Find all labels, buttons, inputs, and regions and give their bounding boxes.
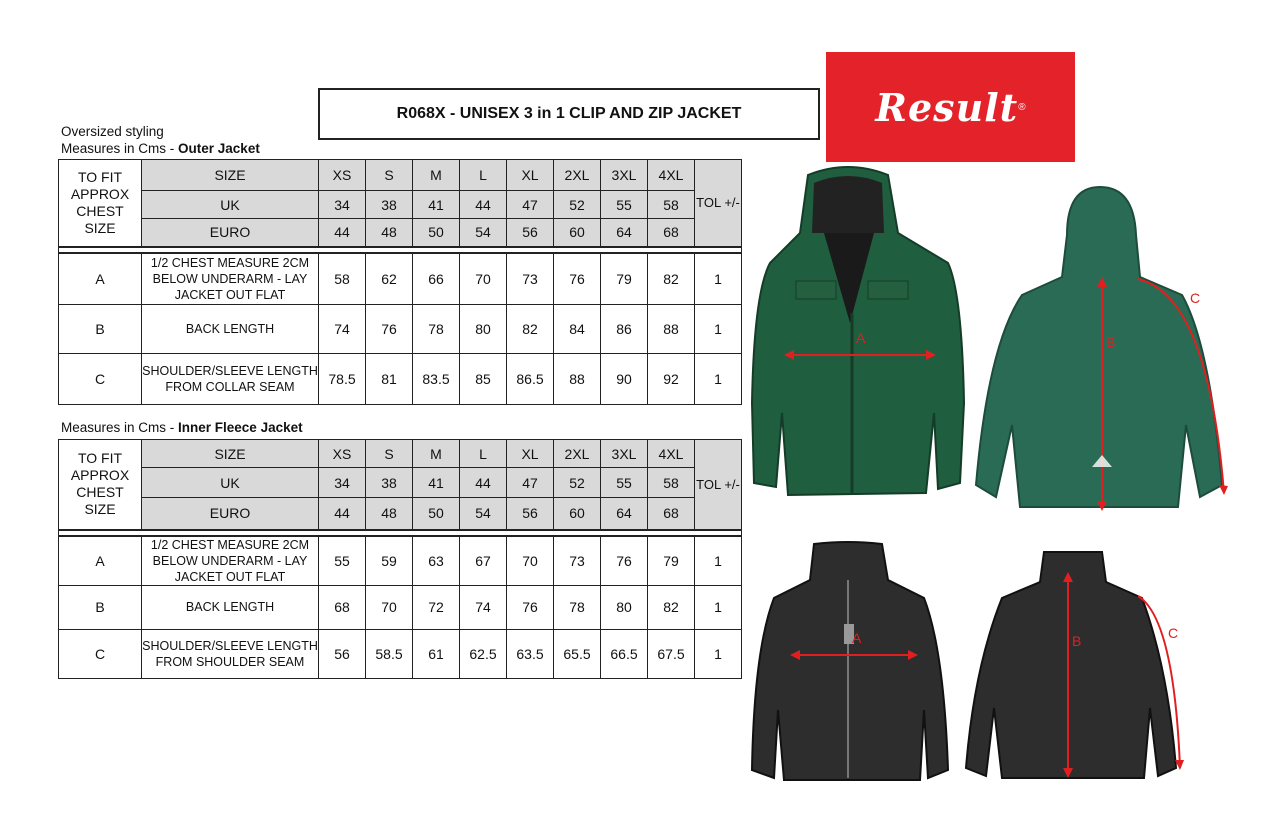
euro-cell: 68 <box>648 498 695 530</box>
measure-cell: 79 <box>601 253 648 305</box>
tol-cell: 1 <box>695 305 742 354</box>
fleece-front-image <box>748 540 950 782</box>
measure-cell: 78 <box>554 585 601 629</box>
size-cell: 4XL <box>648 440 695 468</box>
measure-cell: 80 <box>460 305 507 354</box>
size-cell: S <box>366 160 413 191</box>
size-cell: 2XL <box>554 160 601 191</box>
brand-name: Result <box>875 84 1019 130</box>
size-cell: 3XL <box>601 160 648 191</box>
tol-cell: 1 <box>695 585 742 629</box>
outer-caption-bold: Outer Jacket <box>178 141 260 156</box>
row-description: 1/2 CHEST MEASURE 2CM BELOW UNDERARM - LAY JACKET OUT FLAT <box>142 253 319 305</box>
measure-cell: 92 <box>648 354 695 405</box>
measure-cell: 62.5 <box>460 629 507 678</box>
uk-label: UK <box>142 468 319 498</box>
row-code: B <box>59 585 142 629</box>
tol-label: TOL +/- <box>695 440 742 530</box>
measure-cell: 63 <box>413 536 460 586</box>
measure-cell: 73 <box>554 536 601 586</box>
measure-cell: 76 <box>366 305 413 354</box>
uk-cell: 52 <box>554 468 601 498</box>
size-cell: XS <box>319 160 366 191</box>
euro-cell: 56 <box>507 498 554 530</box>
euro-cell: 48 <box>366 219 413 247</box>
euro-cell: 54 <box>460 219 507 247</box>
euro-cell: 68 <box>648 219 695 247</box>
measure-cell: 55 <box>319 536 366 586</box>
outer-size-table <box>58 159 742 405</box>
fit-label: TO FIT APPROX CHEST SIZE <box>59 440 142 530</box>
measure-cell: 88 <box>648 305 695 354</box>
measure-cell: 80 <box>601 585 648 629</box>
row-code: A <box>59 253 142 305</box>
inner-caption-prefix: Measures in Cms - <box>61 420 179 435</box>
uk-cell: 38 <box>366 468 413 498</box>
measure-cell: 76 <box>507 585 554 629</box>
measure-cell: 68 <box>319 585 366 629</box>
registered-mark: ® <box>1018 101 1026 113</box>
size-cell: XS <box>319 440 366 468</box>
size-cell: XL <box>507 160 554 191</box>
measure-cell: 81 <box>366 354 413 405</box>
measure-cell: 84 <box>554 305 601 354</box>
result-logo <box>826 52 1075 162</box>
euro-cell: 64 <box>601 219 648 247</box>
measure-cell: 62 <box>366 253 413 305</box>
size-cell: 2XL <box>554 440 601 468</box>
inner-caption-bold: Inner Fleece Jacket <box>178 420 303 435</box>
euro-cell: 48 <box>366 498 413 530</box>
euro-cell: 60 <box>554 498 601 530</box>
tol-label: TOL +/- <box>695 160 742 247</box>
label-c: C <box>1168 625 1179 641</box>
measure-cell: 82 <box>507 305 554 354</box>
measure-cell: 65.5 <box>554 629 601 678</box>
uk-cell: 47 <box>507 468 554 498</box>
measure-cell: 66.5 <box>601 629 648 678</box>
euro-label: EURO <box>142 498 319 530</box>
size-cell: L <box>460 440 507 468</box>
inner-caption <box>61 420 303 435</box>
label-b: B <box>1072 633 1082 649</box>
measure-cell: 88 <box>554 354 601 405</box>
row-code: C <box>59 354 142 405</box>
outer-caption <box>61 141 260 156</box>
measure-cell: 70 <box>460 253 507 305</box>
measure-cell: 67.5 <box>648 629 695 678</box>
euro-cell: 64 <box>601 498 648 530</box>
measure-cell: 90 <box>601 354 648 405</box>
inner-size-table <box>58 439 742 679</box>
tol-cell: 1 <box>695 253 742 305</box>
measure-cell: 76 <box>601 536 648 586</box>
tol-cell: 1 <box>695 354 742 405</box>
measure-cell: 58 <box>319 253 366 305</box>
measure-cell: 79 <box>648 536 695 586</box>
uk-cell: 47 <box>507 191 554 219</box>
uk-cell: 44 <box>460 191 507 219</box>
row-description: SHOULDER/SLEEVE LENGTH FROM COLLAR SEAM <box>142 354 319 405</box>
measure-cell: 85 <box>460 354 507 405</box>
euro-cell: 54 <box>460 498 507 530</box>
size-cell: L <box>460 160 507 191</box>
uk-cell: 41 <box>413 191 460 219</box>
measure-cell: 67 <box>460 536 507 586</box>
label-c: C <box>1190 290 1201 306</box>
tol-cell: 1 <box>695 629 742 678</box>
row-code: A <box>59 536 142 586</box>
uk-cell: 58 <box>648 191 695 219</box>
uk-cell: 55 <box>601 468 648 498</box>
measure-cell: 56 <box>319 629 366 678</box>
tol-cell: 1 <box>695 536 742 586</box>
measure-cell: 63.5 <box>507 629 554 678</box>
measure-cell: 66 <box>413 253 460 305</box>
size-cell: M <box>413 160 460 191</box>
row-description: SHOULDER/SLEEVE LENGTH FROM SHOULDER SEAM <box>142 629 319 678</box>
measure-cell: 61 <box>413 629 460 678</box>
euro-cell: 56 <box>507 219 554 247</box>
measure-cell: 59 <box>366 536 413 586</box>
euro-cell: 50 <box>413 498 460 530</box>
styling-note: Oversized styling <box>61 124 164 139</box>
size-cell: 3XL <box>601 440 648 468</box>
euro-cell: 60 <box>554 219 601 247</box>
outer-jacket-back-image <box>972 185 1234 515</box>
measure-cell: 86.5 <box>507 354 554 405</box>
product-title: R068X - UNISEX 3 in 1 CLIP AND ZIP JACKET <box>318 88 820 140</box>
fleece-back-image <box>962 548 1190 784</box>
euro-cell: 44 <box>319 498 366 530</box>
uk-cell: 34 <box>319 191 366 219</box>
measure-cell: 72 <box>413 585 460 629</box>
outer-caption-prefix: Measures in Cms - <box>61 141 179 156</box>
uk-cell: 38 <box>366 191 413 219</box>
row-description: 1/2 CHEST MEASURE 2CM BELOW UNDERARM - LAY JACKET OUT FLAT <box>142 536 319 586</box>
size-label: SIZE <box>142 160 319 191</box>
fit-label: TO FIT APPROX CHEST SIZE <box>59 160 142 247</box>
measure-cell: 76 <box>554 253 601 305</box>
label-a: A <box>852 630 862 646</box>
euro-cell: 50 <box>413 219 460 247</box>
row-description: BACK LENGTH <box>142 305 319 354</box>
uk-cell: 55 <box>601 191 648 219</box>
euro-label: EURO <box>142 219 319 247</box>
uk-label: UK <box>142 191 319 219</box>
outer-jacket-front-image <box>748 163 970 501</box>
size-label: SIZE <box>142 440 319 468</box>
measure-cell: 82 <box>648 585 695 629</box>
row-description: BACK LENGTH <box>142 585 319 629</box>
measure-cell: 74 <box>460 585 507 629</box>
uk-cell: 34 <box>319 468 366 498</box>
row-code: C <box>59 629 142 678</box>
uk-cell: 44 <box>460 468 507 498</box>
measure-cell: 70 <box>507 536 554 586</box>
euro-cell: 44 <box>319 219 366 247</box>
measure-cell: 74 <box>319 305 366 354</box>
size-cell: M <box>413 440 460 468</box>
size-cell: S <box>366 440 413 468</box>
measure-cell: 83.5 <box>413 354 460 405</box>
label-a: A <box>856 330 866 346</box>
measure-cell: 78.5 <box>319 354 366 405</box>
measure-cell: 58.5 <box>366 629 413 678</box>
size-cell: 4XL <box>648 160 695 191</box>
size-cell: XL <box>507 440 554 468</box>
measure-cell: 70 <box>366 585 413 629</box>
uk-cell: 52 <box>554 191 601 219</box>
uk-cell: 41 <box>413 468 460 498</box>
label-b: B <box>1106 334 1116 350</box>
measure-cell: 73 <box>507 253 554 305</box>
uk-cell: 58 <box>648 468 695 498</box>
measure-cell: 86 <box>601 305 648 354</box>
row-code: B <box>59 305 142 354</box>
measure-cell: 82 <box>648 253 695 305</box>
measure-cell: 78 <box>413 305 460 354</box>
